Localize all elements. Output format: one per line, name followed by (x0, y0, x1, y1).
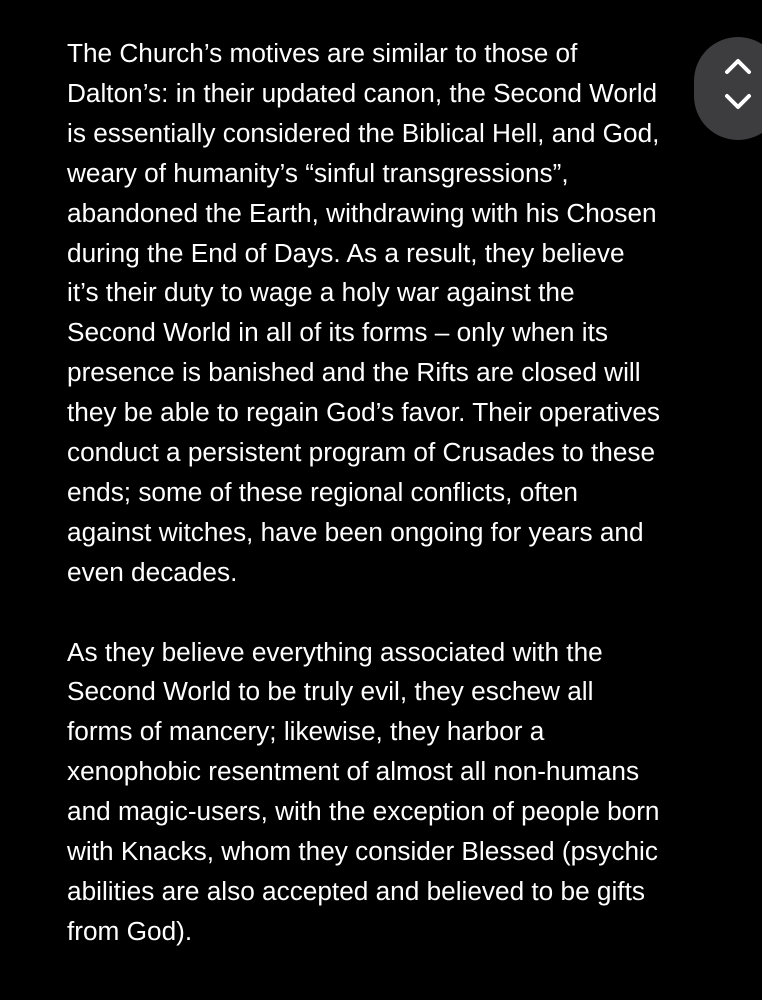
article-text (67, 34, 707, 952)
text-line: Dalton’s: in their updated canon, the Second World (67, 77, 658, 108)
text-line: against witches, have been ongoing for years and (67, 516, 644, 547)
scroll-up-button[interactable] (722, 51, 754, 81)
text-line: The Church’s motives are similar to those of (67, 38, 578, 68)
scroll-down-button[interactable] (722, 87, 754, 117)
text-line: and magic-users, with the exception of people born (67, 796, 660, 827)
text-line: forms of mancery; likewise, they harbor a (67, 716, 545, 747)
text-line: with Knacks, whom they consider Blessed (psychic (67, 836, 658, 867)
text-line: even decades. (67, 556, 238, 587)
text-line: it’s their duty to wage a holy war against the (67, 277, 575, 308)
text-line: Second World to be truly evil, they eschew all (67, 676, 594, 707)
text-line: from God). (67, 915, 193, 946)
text-line: ends; some of these regional conflicts, often (67, 476, 578, 507)
paragraph-spacer (67, 593, 707, 633)
text-line: Second World in all of its forms – only when its (67, 317, 608, 348)
text-line: during the End of Days. As a result, they believe (67, 237, 625, 268)
text-line: conduct a persistent program of Crusades to these (67, 437, 656, 468)
text-line: presence is banished and the Rifts are closed will (67, 357, 641, 388)
chevron-down-icon (723, 92, 753, 112)
text-line: abilities are also accepted and believed to be gifts (67, 876, 645, 907)
chevron-up-icon (723, 56, 753, 76)
text-line: they be able to regain God’s favor. Their operatives (67, 397, 660, 428)
text-line: abandoned the Earth, withdrawing with his Chosen (67, 197, 657, 228)
text-line: weary of humanity’s “sinful transgressions”, (67, 157, 569, 188)
text-line: As they believe everything associated with the (67, 636, 603, 667)
text-line: is essentially considered the Biblical Hell, and God, (67, 117, 660, 148)
paragraph-1 (67, 34, 707, 593)
scroll-navigation (694, 37, 762, 140)
paragraph-2 (67, 633, 707, 952)
text-line: xenophobic resentment of almost all non-humans (67, 756, 640, 787)
